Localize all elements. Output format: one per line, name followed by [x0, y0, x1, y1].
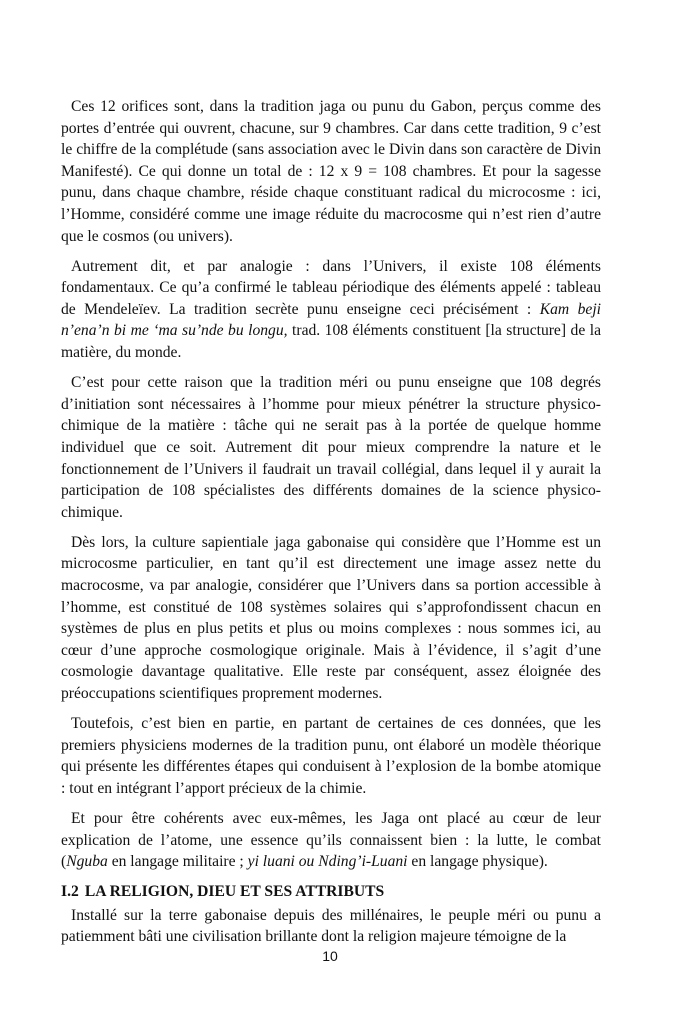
paragraph-2-text-b: trad. 108 éléments constituent [la structure] de la matière, du monde.: [61, 322, 601, 362]
section-number: I.2: [61, 883, 79, 901]
paragraph-6: [61, 808, 601, 873]
paragraph-5-text: Toutefois, c’est bien en partie, en partant de certaines de ces données, que les premiers physiciens modernes de la tradition punu, ont élaboré un modèle théorique qui présente les différentes étapes qui conduisent à l’explosion de la bombe atomique : tout en intégrant l’apport précieux de la chimie.: [61, 715, 601, 797]
paragraph-5: [61, 713, 601, 799]
term-yi-luani: yi luani ou Nding’i-Luani: [247, 853, 408, 871]
paragraph-7-text: Installé sur la terre gabonaise depuis des millénaires, le peuple méri ou punu a patiemment bâti une civilisation brillante dont la religion majeure témoigne de la: [61, 906, 601, 946]
punu-quote: Kam beji n’ena’n bi me ‘ma su’nde bu longu,: [61, 300, 601, 340]
paragraph-7: [61, 905, 601, 948]
section-title: LA RELIGION, DIEU ET SES ATTRIBUTS: [84, 883, 385, 901]
page-body: [61, 96, 601, 956]
paragraph-2: [61, 256, 601, 364]
page-number: 10: [322, 948, 338, 964]
paragraph-1: [61, 96, 601, 247]
paragraph-3-text: C’est pour cette raison que la tradition méri ou punu enseigne que 108 degrés d’initiation sont nécessaires à l’homme pour mieux pénétrer la structure physico-chimique de la matière : tâche qui ne serait pas à la portée de quelque homme individuel que ce soit. Autrement dit pour mieux comprendre la nature et le fonctionnement de l’Univers il faudrait un travail collégial, dans lequel il y aurait la participation de 108 spécialistes des différents domaines de la science physico-chimique.: [61, 374, 601, 521]
paragraph-6-text-c: en langage physique).: [407, 853, 548, 871]
paragraph-6-text-b: en langage militaire ;: [107, 853, 248, 871]
paragraph-4-text: Dès lors, la culture sapientiale jaga gabonaise qui considère que l’Homme est un microcosme particulier, en tant qu’il est directement une image assez nette du macrocosme, va par analogie, considérer que l’Univers dans sa portion accessible à l’homme, est constitué de 108 systèmes solaires qui s’approfondissent chacun en systèmes de plus en plus petits et plus ou moins complexes : nous sommes ici, au cœur d’une approche cosmologique originale. Mais à l’évidence, il s’agit d’une cosmologie davantage qualitative. Elle reste par conséquent, assez éloignée des préoccupations scientifiques proprement modernes.: [61, 533, 601, 702]
section-heading: [61, 881, 601, 903]
term-nguba: Nguba: [66, 853, 108, 871]
paragraph-6-text-a: Et pour être cohérents avec eux-mêmes, les Jaga ont placé au cœur de leur explication de l’atome, une essence qu’ils connaissent bien : la lutte, le combat (: [61, 809, 601, 871]
paragraph-4: [61, 532, 601, 705]
paragraph-3: [61, 372, 601, 523]
paragraph-2-text-a: Autrement dit, et par analogie : dans l’Univers, il existe 108 éléments fondamentaux. Ce qu’a confirmé le tableau périodique des éléments appelé : tableau de Mendeleïev. La tradition secrète punu enseigne ceci précisément :: [61, 257, 601, 318]
paragraph-1-text: Ces 12 orifices sont, dans la tradition jaga ou punu du Gabon, perçus comme des portes d’entrée qui ouvrent, chacune, sur 9 chambres. Car dans cette tradition, 9 c’est le chiffre de la complétude (sans association avec le Divin dans son caractère de Divin Manifesté). Ce qui donne un total de : 12 x 9 = 108 chambres. Et pour la sagesse punu, dans chaque chambre, réside chaque constituant radical du microcosme : ici, l’Homme, considéré comme une image réduite du macrocosme qui n’est rien d’autre que le cosmos (ou univers).: [61, 98, 601, 245]
